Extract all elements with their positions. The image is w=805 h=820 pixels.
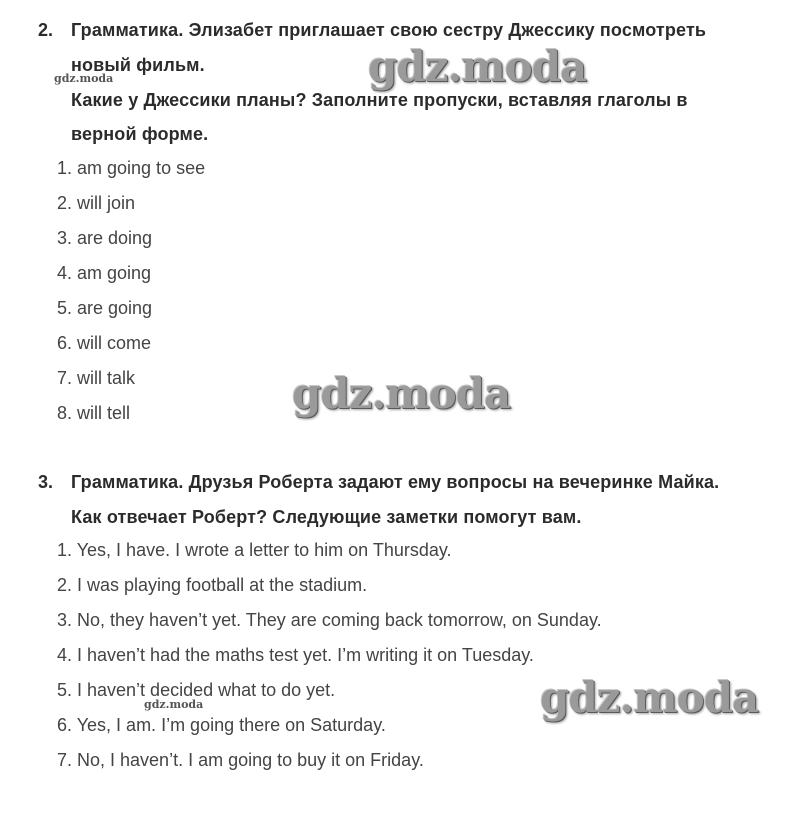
list-item: 5. I haven’t decided what to do yet. [57, 680, 336, 700]
task-2-number: 2. [38, 20, 54, 40]
list-item: 2. will join [57, 193, 136, 213]
task-2-answer-list [57, 151, 205, 431]
watermark-small: gdz.moda [144, 698, 204, 711]
list-item: 2. I was playing football at the stadium. [57, 575, 368, 595]
list-item: 7. No, I haven’t. I am going to buy it on Friday. [57, 750, 424, 770]
task-3-heading-line-2: Как отвечает Роберт? Следующие заметки помогут вам. [71, 507, 582, 527]
watermark-logo: gdz.moda [368, 42, 587, 91]
list-item: 6. will come [57, 333, 152, 353]
task-2-heading-line-2: новый фильм. [71, 55, 205, 75]
list-item: 1. am going to see [57, 158, 206, 178]
list-item: 4. am going [57, 263, 152, 283]
task-3-heading-line-1: Грамматика. Друзья Роберта задают ему вопросы на вечеринке Майка. [71, 472, 720, 492]
list-item: 5. are going [57, 298, 153, 318]
list-item: 8. will tell [57, 403, 131, 423]
task-2-heading-line-4: верной форме. [71, 124, 209, 144]
watermark-logo: gdz.moda [292, 369, 511, 418]
list-item: 3. No, they haven’t yet. They are coming back tomorrow, on Sunday. [57, 610, 602, 630]
task-3-answer-list [57, 533, 602, 778]
list-item: 4. I haven’t had the maths test yet. I’m writing it on Tuesday. [57, 645, 534, 665]
task-2-heading-line-3: Какие у Джессики планы? Заполните пропуски, вставляя глаголы в [71, 90, 688, 110]
watermark-small: gdz.moda [54, 72, 114, 85]
watermark-logo: gdz.moda [540, 673, 759, 722]
task-2-heading-line-1: Грамматика. Элизабет приглашает свою сестру Джессику посмотреть [71, 20, 707, 40]
list-item: 6. Yes, I am. I’m going there on Saturday. [57, 715, 386, 735]
list-item: 1. Yes, I have. I wrote a letter to him on Thursday. [57, 540, 452, 560]
list-item: 3. are doing [57, 228, 153, 248]
task-3-number: 3. [38, 472, 54, 492]
list-item: 7. will talk [57, 368, 136, 388]
